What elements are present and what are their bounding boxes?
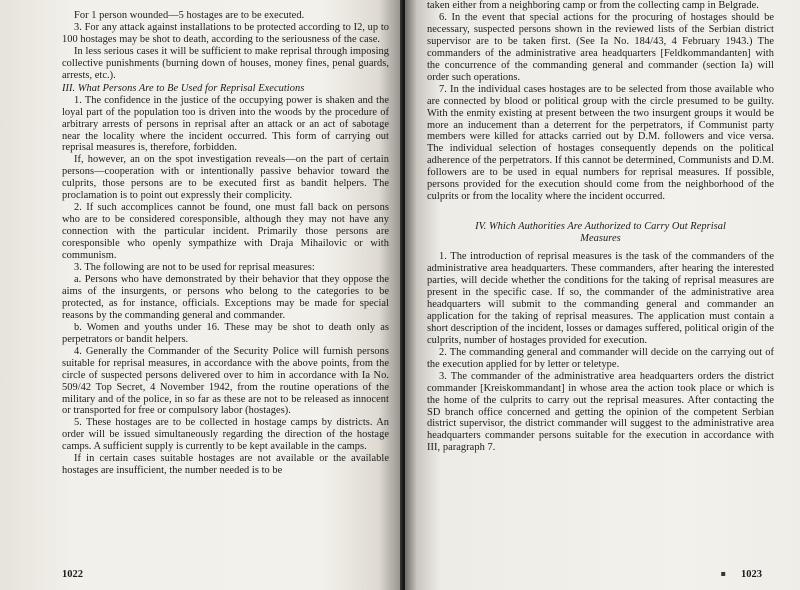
scan-mark-icon: ▪: [720, 569, 726, 578]
paragraph: In less serious cases it will be sufficient to make reprisal through imposing collective punishments (burning down of houses, money fines, penal guards, arrests, etc.).: [62, 45, 389, 81]
paragraph: 5. These hostages are to be collected in hostage camps by districts. An order will be issued simultaneously regarding the direction of the hostage camps. A sufficient supply is currently to be kept available in the camps.: [62, 417, 389, 453]
right-page-text: [427, 0, 774, 454]
paragraph: 7. In the individual cases hostages are to be selected from those available who are connected by blood or political group with the circle presumed to be guilty. With the enmity existing at present between the two insurgent groups it would be more an inducement than a deterrent for the perpetrators, if Communist party members were killed for attacks carried out by D.M. followers and vice versa. The individual selection of hostages consequently depends on the political adherence of the perpetrators. If this cannot be determined, Communists and D.M. followers are to be used in equal numbers for reprisal measures. If possible, persons provided for the execution should come from the neighborhood of the culprits or from the locality where the incident occurred.: [427, 83, 774, 203]
paragraph: If, however, an on the spot investigation reveals—on the part of certain persons—cooperation with or intentionally passive behavior toward the culprits, those persons are to be executed first as bandit helpers. The proclamation is to point out expressly their complicity.: [62, 154, 389, 202]
paragraph: 1. The introduction of reprisal measures is the task of the commanders of the administrative area headquarters. These commanders, after hearing the interested parties, will decide whether the conditions for the taking of reprisal measures are present in the specific case. If so, the commander of the administrative area headquarters will submit to the commanding general and commander an application for the taking of reprisal measures. The application must contain a short description of the incident, losses or damages suffered, political origin of the culprits, number of hostages provided for execution.: [427, 251, 774, 346]
paragraph: 4. Generally the Commander of the Security Police will furnish persons suitable for reprisal measures, in accordance with the above points, from the circle of suspected persons delivered over to him in accordance with Ia No. 509/42 Top Secret, 4 November 1942, from the routine operations of the military and of the police, in so far as these are not to be released as innocent or transported for free or compulsory labor (hostages).: [62, 345, 389, 417]
paragraph: b. Women and youths under 16. These may be shot to death only as perpetrators or bandit helpers.: [62, 321, 389, 345]
left-page-number: 1022: [62, 569, 83, 580]
paragraph: taken either from a neighboring camp or from the collecting camp in Belgrade.: [427, 0, 759, 11]
right-page: [405, 0, 800, 590]
paragraph: a. Persons who have demonstrated by their behavior that they oppose the aims of the insurgents, or persons who belong to the categories to be protected, as for instance, officials. Exceptions may be made for special reasons by the commanding general and commander.: [62, 273, 389, 321]
paragraph: For 1 person wounded—5 hostages are to be executed.: [74, 10, 305, 21]
section-heading: III. What Persons Are to Be Used for Reprisal Executions: [62, 82, 305, 94]
section-heading: IV. Which Authorities Are Authorized to Carry Out Reprisal Measures: [475, 221, 726, 245]
paragraph: 2. If such accomplices cannot be found, one must fall back on persons who are to be considered coresponsible, although they may not have any connection with the particular incident. Primarily those persons are coresponsible who openly sympathize with Draja Mihailovic or with communism.: [62, 202, 389, 262]
paragraph: 3. The following are not to be used for reprisal measures:: [74, 262, 315, 274]
paragraph: 2. The commanding general and commander will decide on the carrying out of the execution applied for by letter or teletype.: [427, 346, 774, 370]
paragraph: 6. In the event that special actions for the procuring of hostages should be necessary, suspected persons shown in the reviewed lists of the Serbian district supervisor are to be taken first. (See Ia No. 184/43, 4 February 1943.) The commanders of the administrative area headquarters [Feldkommandanten] with the concurrence of the commanding general and commander (section Ia) will order such operations.: [427, 11, 774, 83]
paragraph: 1. The confidence in the justice of the occupying power is shaken and the loyal part of the population too is driven into the woods by the procedure of arbitrary arrests of persons in reprisal after an attack or an act of sabotage near the locality where the incident occurred. This form of carrying out reprisal measures is, therefore, forbidden.: [62, 94, 389, 154]
paragraph: 3. The commander of the administrative area headquarters orders the district commander [Kreiskommandant] in whose area the action took place or which is the home of the culprits to carry out the reprisal measures. After contacting the SD branch office concerned and getting the opinion of the competent Serbian district supervisor, the district commander will suggest to the administrative area headquarters commander persons suitable for the execution in accordance with III, paragraph 7.: [427, 370, 774, 454]
right-page-number: 1023: [741, 569, 762, 580]
paragraph: If in certain cases suitable hostages are not available or the available hostages are insufficient, the number needed is to be: [62, 453, 389, 477]
left-page-text: [62, 10, 389, 477]
paragraph: 3. For any attack against installations to be protected according to I2, up to 100 hostages may be shot to death, according to the seriousness of the case.: [62, 21, 389, 45]
